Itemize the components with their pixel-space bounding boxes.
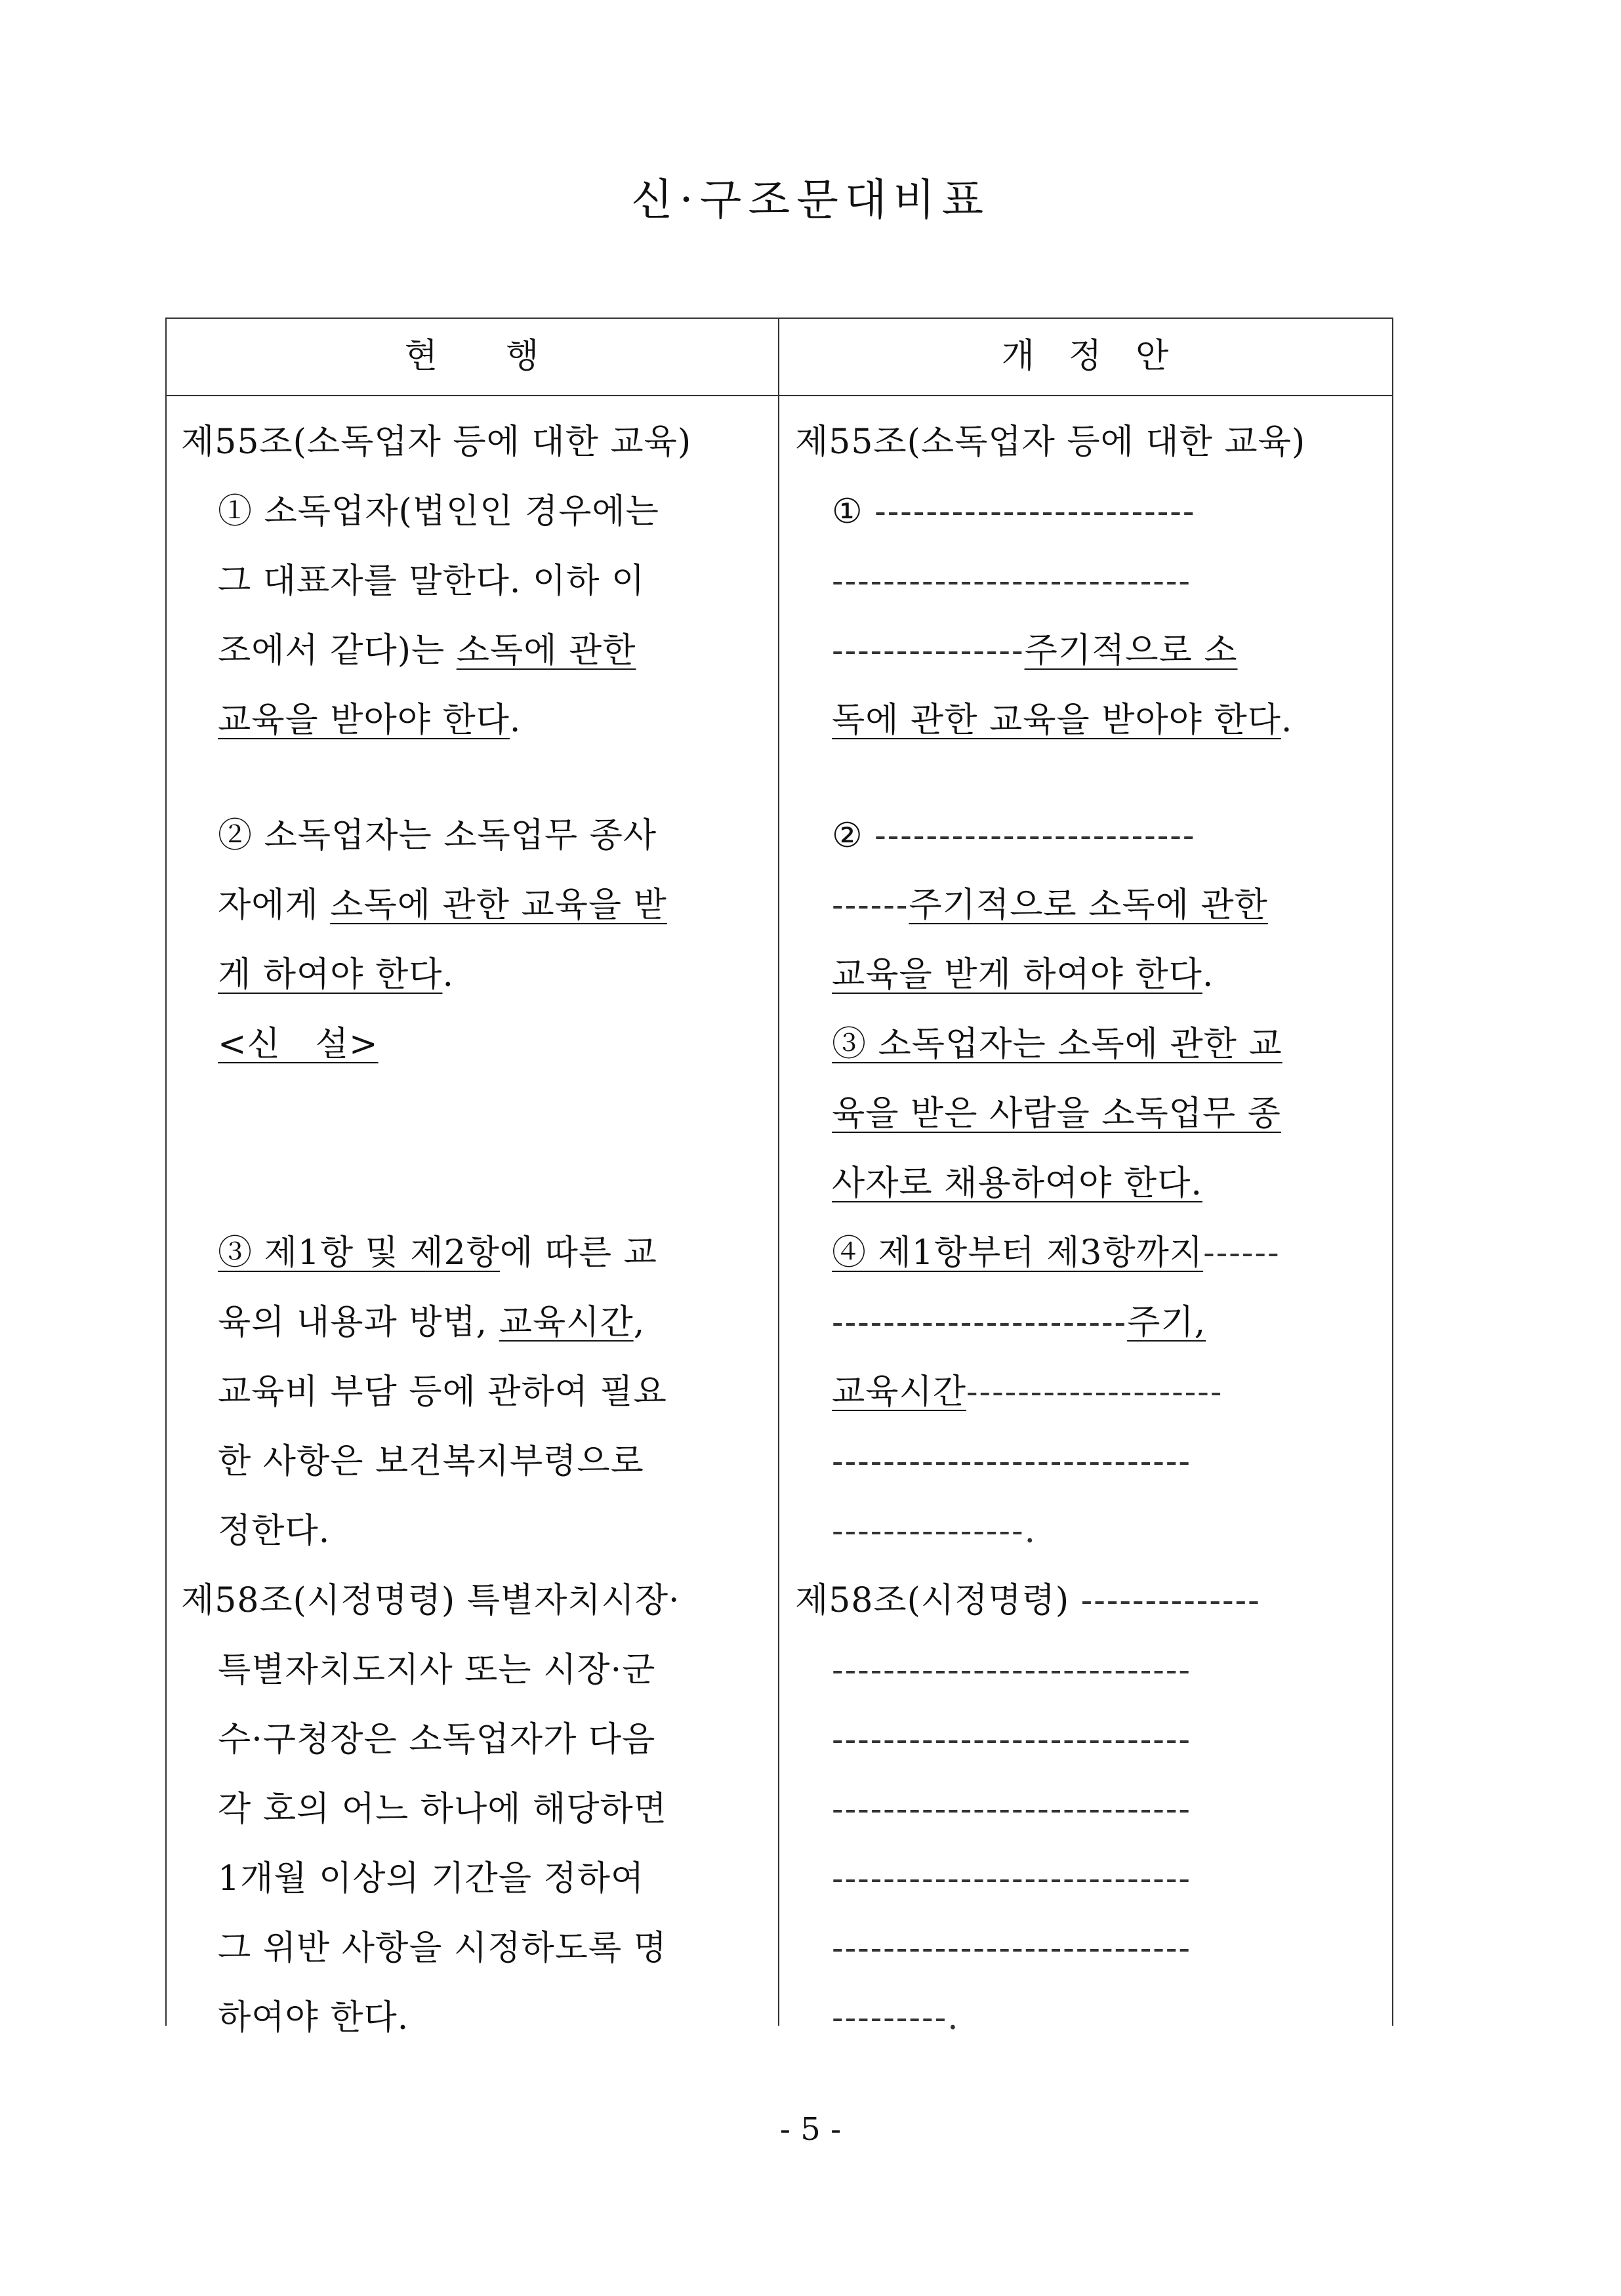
current-article-58-heading: 제58조(시정명령) 특별자치시장· bbox=[181, 1581, 680, 1620]
revised-55-3-new-line: 육을 받은 사람을 소독업무 종 bbox=[832, 1094, 1281, 1134]
table-left-border bbox=[165, 318, 167, 2026]
revised-55-2-line: ② ------------------------- bbox=[832, 816, 1196, 855]
current-55-1-line: ① 소독업자(법인인 경우에는 bbox=[218, 492, 659, 531]
changed-text: 게 하여야 한다 bbox=[218, 955, 443, 994]
revised-58-line: ---------------------------- bbox=[832, 1650, 1191, 1690]
changed-text: 독에 관한 교육을 받아야 한다 bbox=[832, 701, 1281, 740]
revised-55-4-line: -----------------------주기, bbox=[832, 1303, 1206, 1342]
current-55-2-line: 게 하여야 한다. bbox=[218, 955, 454, 994]
changed-text: 교육을 받게 하여야 한다 bbox=[832, 955, 1202, 994]
page-title: 신·구조문대비표 bbox=[630, 174, 991, 225]
revised-58-line: ---------------------------- bbox=[832, 1720, 1191, 1759]
revised-55-2-line: ------주기적으로 소독에 관한 bbox=[832, 886, 1268, 925]
page-number: - 5 - bbox=[779, 2111, 842, 2148]
revised-55-4-line: ---------------------------- bbox=[832, 1442, 1191, 1481]
revised-55-3-new-line: 사자로 채용하여야 한다. bbox=[832, 1164, 1202, 1203]
changed-text: 교육시간 bbox=[499, 1303, 634, 1342]
revised-55-2-line: 교육을 받게 하여야 한다. bbox=[832, 955, 1214, 994]
current-55-3-line: ③ 제1항 및 제2항에 따른 교 bbox=[218, 1233, 657, 1273]
changed-text: 교육을 받아야 한다 bbox=[218, 701, 510, 740]
revised-55-1-line: ---------------------------- bbox=[832, 562, 1191, 601]
changed-text: 주기적으로 소 bbox=[1024, 631, 1238, 670]
current-58-line: 1개월 이상의 기간을 정하여 bbox=[218, 1859, 645, 1898]
current-55-3-line: 육의 내용과 방법, 교육시간, bbox=[218, 1303, 646, 1342]
header-separator bbox=[165, 395, 1393, 396]
current-55-1-line: 조에서 같다)는 소독에 관한 bbox=[218, 631, 636, 670]
revised-55-3-new-line: ③ 소독업자는 소독에 관한 교 bbox=[832, 1025, 1282, 1064]
revised-55-1-line: 독에 관한 교육을 받아야 한다. bbox=[832, 701, 1293, 740]
current-55-3-line: 정한다. bbox=[218, 1511, 331, 1551]
current-58-line: 각 호의 어느 하나에 해당하면 bbox=[218, 1790, 667, 1829]
comparison-table bbox=[165, 318, 1393, 2038]
revised-55-4-line: ---------------. bbox=[832, 1511, 1037, 1551]
new-provision-mark: <신 설> bbox=[218, 1025, 379, 1064]
current-article-55-heading: 제55조(소독업자 등에 대한 교육) bbox=[181, 422, 692, 462]
current-55-1-line: 교육을 받아야 한다. bbox=[218, 701, 522, 740]
current-55-3-line: 한 사항은 보건복지부령으로 bbox=[218, 1442, 644, 1481]
revised-58-line: ---------------------------- bbox=[832, 1929, 1191, 1968]
changed-text: 소독에 관한 bbox=[456, 631, 636, 670]
current-58-line: 하여야 한다. bbox=[218, 1998, 409, 2038]
header-revised: 개 정 안 bbox=[1001, 337, 1169, 376]
revised-55-1-line: ① ------------------------- bbox=[832, 492, 1196, 531]
changed-text: 제1항 및 제2항 bbox=[264, 1233, 500, 1273]
changed-text: 교육시간 bbox=[832, 1372, 966, 1412]
column-separator bbox=[778, 318, 779, 2026]
current-55-1-line: 그 대표자를 말한다. 이하 이 bbox=[218, 562, 646, 601]
current-58-line: 수·구청장은 소독업자가 다음 bbox=[218, 1720, 656, 1759]
changed-text: 주기, bbox=[1127, 1303, 1206, 1342]
current-58-line: 특별자치도지사 또는 시장·군 bbox=[218, 1650, 656, 1690]
table-right-border bbox=[1392, 318, 1393, 2026]
current-55-2-line: ② 소독업자는 소독업무 종사 bbox=[218, 816, 657, 855]
changed-text: 주기적으로 소독에 관한 bbox=[909, 886, 1268, 925]
changed-text: 제1항부터 제3항까지 bbox=[878, 1233, 1204, 1273]
current-58-line: 그 위반 사항을 시정하도록 명 bbox=[218, 1929, 667, 1968]
revised-58-line: ---------. bbox=[832, 1998, 960, 2038]
revised-article-58-heading: 제58조(시정명령) -------------- bbox=[795, 1581, 1261, 1620]
revised-58-line: ---------------------------- bbox=[832, 1790, 1191, 1829]
revised-58-line: ---------------------------- bbox=[832, 1859, 1191, 1898]
revised-article-55-heading: 제55조(소독업자 등에 대한 교육) bbox=[795, 422, 1306, 462]
current-55-3-line: 교육비 부담 등에 관하여 필요 bbox=[218, 1372, 667, 1412]
current-55-2-line: 자에게 소독에 관한 교육을 받 bbox=[218, 886, 667, 925]
revised-55-4-line: ④ 제1항부터 제3항까지------ bbox=[832, 1233, 1281, 1273]
revised-55-1-line: ---------------주기적으로 소 bbox=[832, 631, 1238, 670]
revised-55-4-line: 교육시간-------------------- bbox=[832, 1372, 1223, 1412]
header-current: 현 행 bbox=[404, 337, 539, 376]
changed-text: 소독에 관한 교육을 받 bbox=[330, 886, 667, 925]
